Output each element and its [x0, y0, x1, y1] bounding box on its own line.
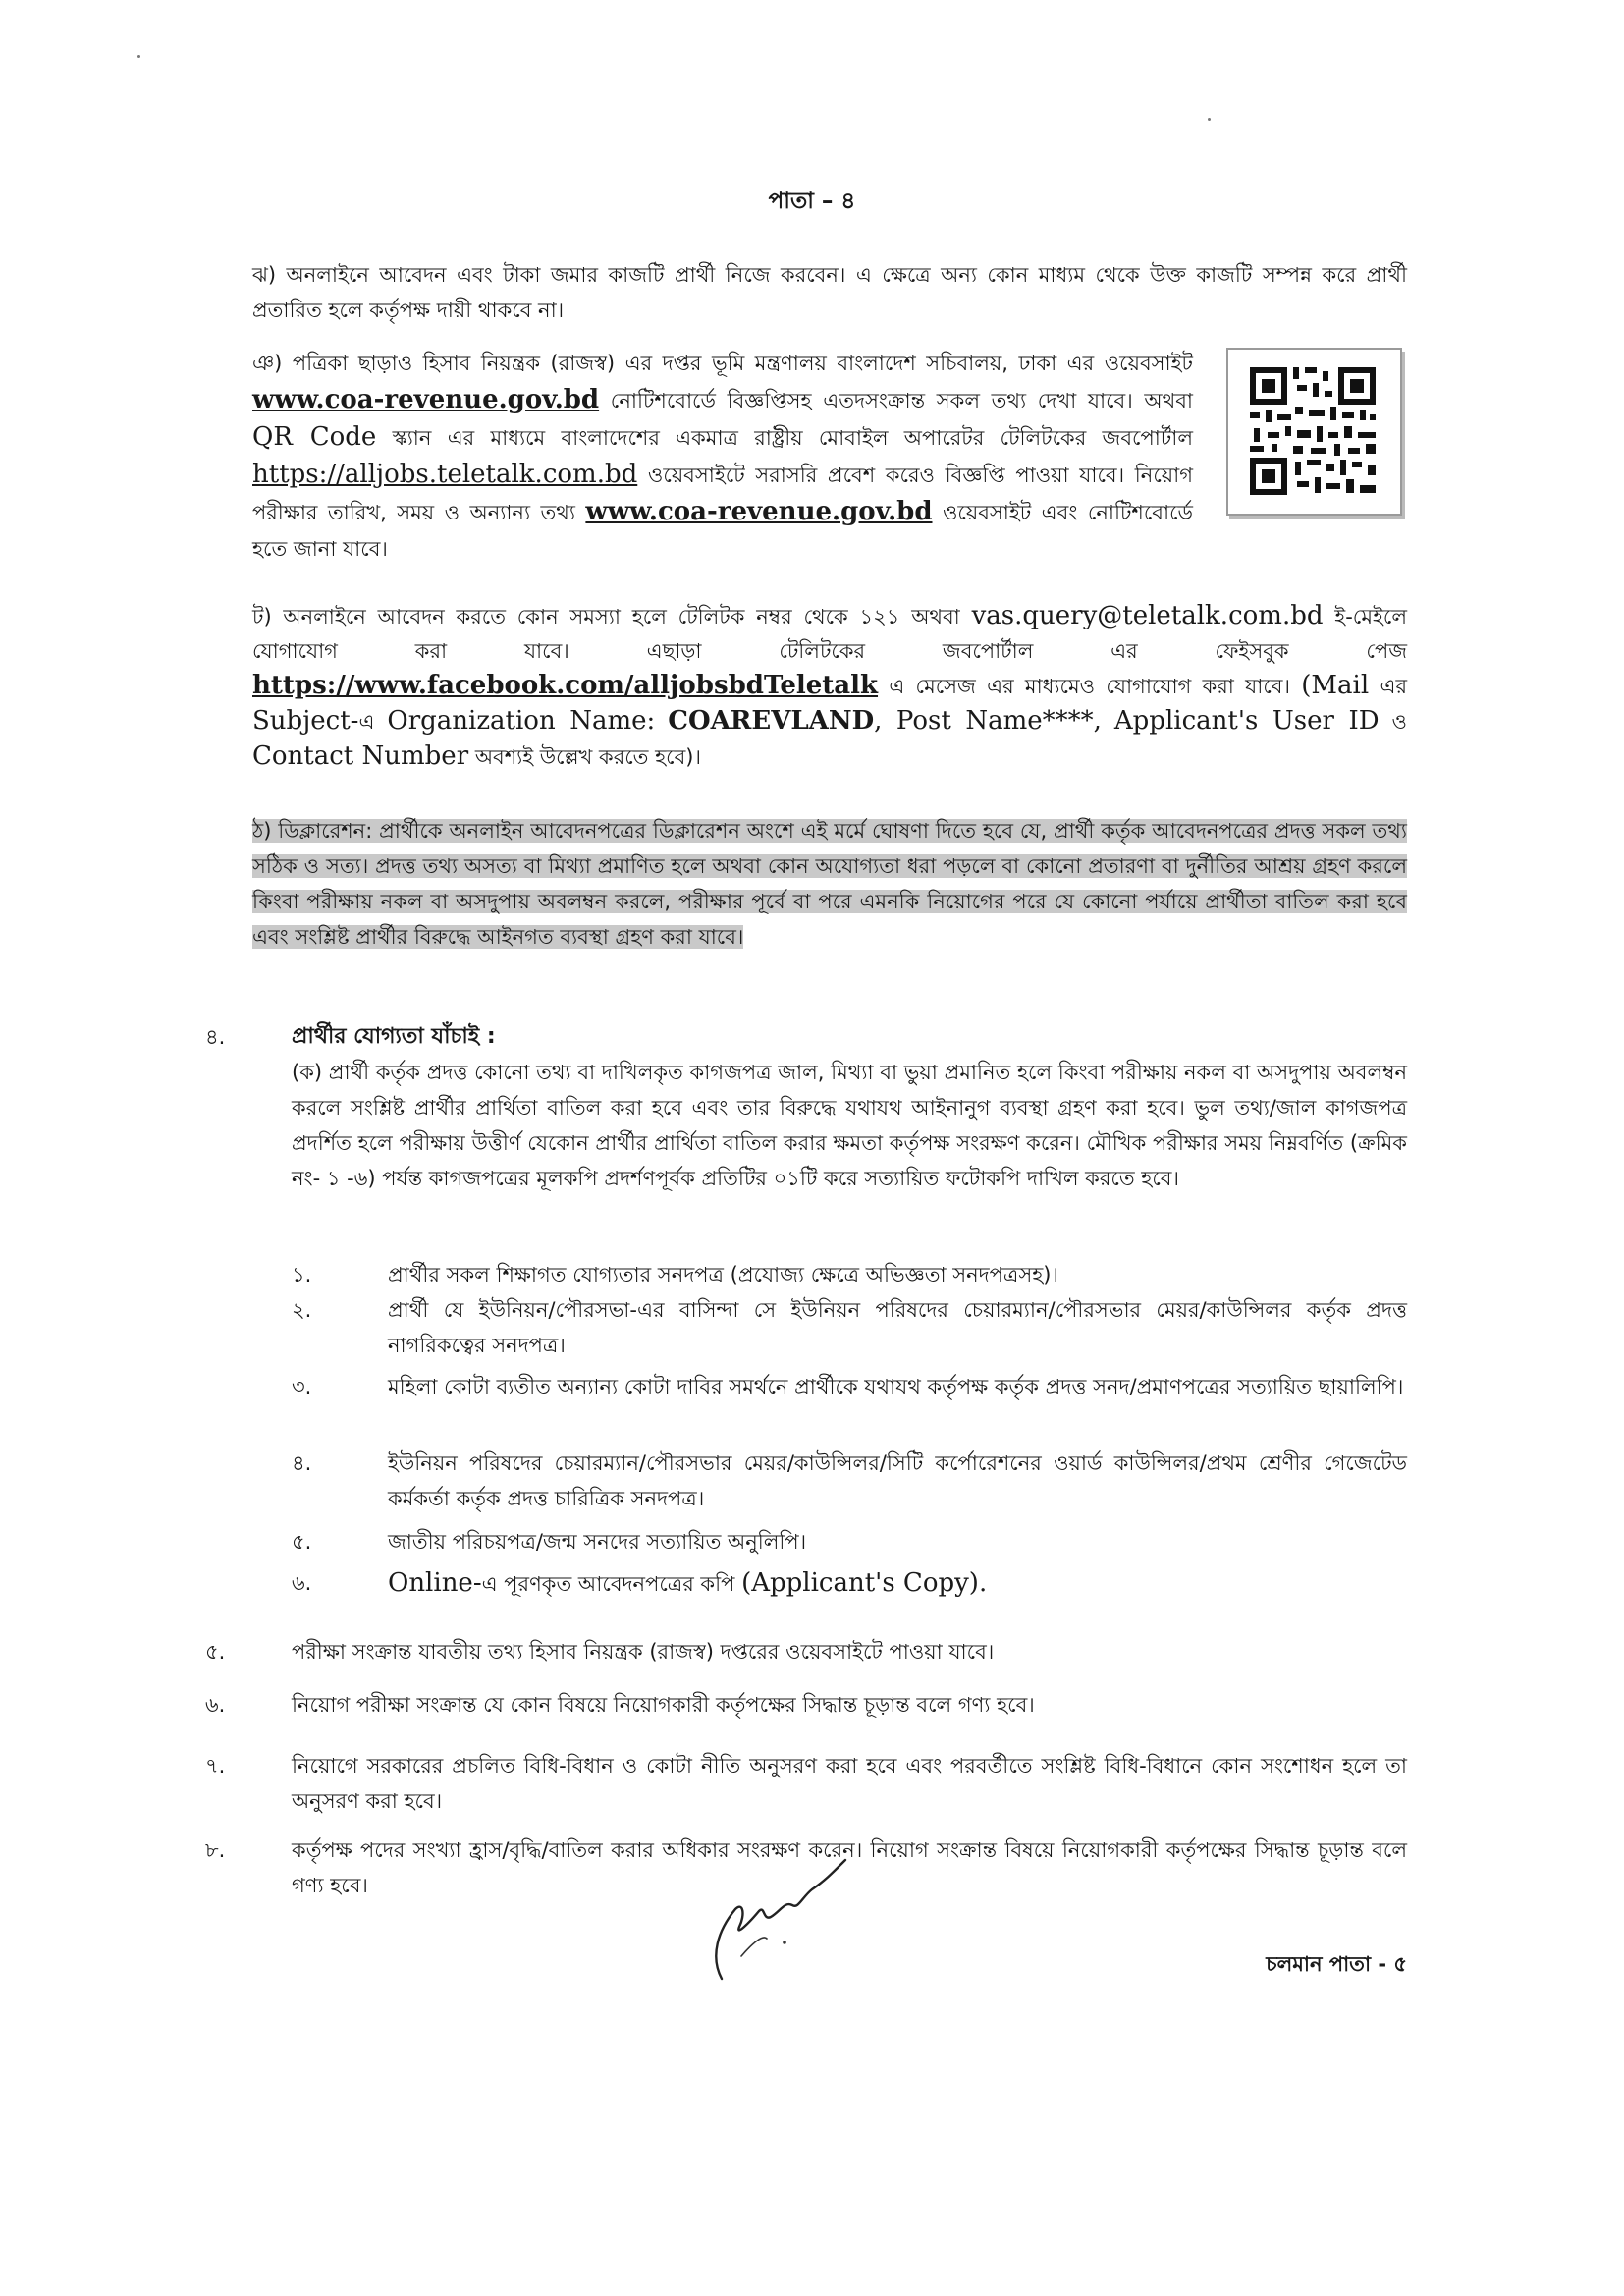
support-email[interactable]: vas.query@teletalk.com.bd: [971, 601, 1324, 630]
clause-ta-text-1: ট) অনলাইনে আবেদন করতে কোন সমস্যা হলে টেলিটক নম্বর থেকে ১২১ অথবা: [252, 605, 960, 629]
list-item-number: ৬.: [292, 1571, 312, 1595]
list-item-number: ৩.: [292, 1375, 312, 1398]
clause-jha-text: ঝ) অনলাইনে আবেদন এবং টাকা জমার কাজটি প্রার্থী নিজে করবেন। এ ক্ষেত্রে অন্য কোন মাধ্যম থেকে উক্ত কাজটি সম্পন্ন করে প্রার্থী প্রতারিত হলে কর্তৃপক্ষ দায়ী থাকবে না।: [252, 263, 1407, 322]
mail-note-8: ও: [1391, 710, 1407, 734]
mail-note-2: এর: [1380, 675, 1407, 698]
mail-note-3: Subject-: [252, 706, 359, 736]
qr-code-icon: [1228, 350, 1400, 514]
scan-speck: [1208, 118, 1211, 121]
list-item-text: [388, 1565, 1407, 1602]
clause-nio-text-1: ঞ) পত্রিকা ছাড়াও হিসাব নিয়ন্ত্রক (রাজস্ব) এর দপ্তর ভূমি মন্ত্রণালয় বাংলাদেশ সচিবালয়, ঢাকা এর ওয়েবসাইট: [252, 352, 1193, 375]
clause-nio-text-4: ওয়েবসাইটে সরাসরি প্রবেশ করেও বিজ্ঞপ্তি পাওয়া যাবে। নিয়োগ পরীক্ষার তারিখ, সময় ও অন্যান্য তথ্য: [252, 464, 1193, 524]
applicant-copy-text: এ পূরণকৃত আবেদনপত্রের কপি: [481, 1572, 735, 1596]
section-8-number: ৮.: [205, 1838, 226, 1862]
declaration-text: ঠ) ডিক্লারেশন: প্রার্থীকে অনলাইন আবেদনপত্রের ডিক্লারেশন অংশে এই মর্মে ঘোষণা দিতে হবে যে, প্রার্থী কর্তৃক আবেদনপত্রের প্রদত্ত সকল তথ্য সঠিক ও সত্য। প্রদত্ত তথ্য অসত্য বা মিথ্যা প্রমাণিত হলে অথবা কোন অযোগ্যতা ধরা পড়লে বা কোনো প্রতারণা বা দুর্নীতির আশ্রয় গ্রহণ করলে কিংবা পরীক্ষায় নকল বা অসদুপায় অবলম্বন করলে, পরীক্ষার পূর্বে বা পরে এমনকি নিয়োগের পরে যে কোনো পর্যায়ে প্রার্থীতা বাতিল করা হবে এবং সংশ্লিষ্ট প্রার্থীর বিরুদ্ধে আইনগত ব্যবস্থা গ্রহণ করা যাবে।: [252, 819, 1407, 949]
mail-note-6: , Post Name****,: [874, 706, 1102, 736]
applicant-copy-label: (Applicant's Copy).: [741, 1568, 988, 1598]
mail-note-5: Organization Name:: [387, 706, 656, 736]
signature: [702, 1846, 869, 1984]
list-item-number: ১.: [292, 1263, 312, 1286]
mail-note-7: Applicant's User ID: [1113, 706, 1380, 736]
list-item-text: প্রার্থী যে ইউনিয়ন/পৌরসভা-এর বাসিন্দা সে ইউনিয়ন পরিষদের চেয়ারম্যান/পৌরসভার মেয়র/কাউন্সিলর কর্তৃক প্রদত্ত নাগরিকত্বের সনদপত্র।: [388, 1298, 1407, 1357]
section-7-number: ৭.: [205, 1754, 226, 1777]
list-item-text: প্রার্থীর সকল শিক্ষাগত যোগ্যতার সনদপত্র (প্রযোজ্য ক্ষেত্রে অভিজ্ঞতা সনদপত্রসহ)।: [388, 1263, 1058, 1286]
section-6-text: নিয়োগ পরীক্ষা সংক্রান্ত যে কোন বিষয়ে নিয়োগকারী কর্তৃপক্ষের সিদ্ধান্ত চূড়ান্ত বলে গণ্য হবে।: [292, 1693, 1035, 1717]
list-item-text: জাতীয় পরিচয়পত্র/জন্ম সনদের সত্যায়িত অনুলিপি।: [388, 1530, 807, 1554]
clause-ta: [252, 599, 1407, 775]
list-item-text: মহিলা কোটা ব্যতীত অন্যান্য কোটা দাবির সমর্থনে প্রার্থীকে যথাযথ কর্তৃপক্ষ কর্তৃক প্রদত্ত সনদ/প্রমাণপত্রের সত্যায়িত ছায়ালিপি।: [388, 1375, 1404, 1398]
coa-revenue-link-2[interactable]: www.coa-revenue.gov.bd: [585, 497, 933, 526]
organization-name: COAREVLAND: [668, 706, 875, 736]
list-item-text: ইউনিয়ন পরিষদের চেয়ারম্যান/পৌরসভার মেয়র/কাউন্সিলর/সিটি কর্পোরেশনের ওয়ার্ড কাউন্সিলর/প্রথম শ্রেণীর গেজেটেড কর্মকর্তা কর্তৃক প্রদত্ত চারিত্রিক সনদপত্র।: [388, 1451, 1407, 1510]
clause-nio-text-3: স্ক্যান এর মাধ্যমে বাংলাদেশের একমাত্র রাষ্ট্রীয় মোবাইল অপারেটর টেলিটকের জবপোর্টাল: [392, 426, 1193, 450]
section-4-title: প্রার্থীর যোগ্যতা যাঁচাই :: [292, 1024, 496, 1049]
section-7-text: নিয়োগে সরকারের প্রচলিত বিধি-বিধান ও কোটা নীতি অনুসরণ করা হবে এবং পরবর্তীতে সংশ্লিষ্ট বিধি-বিধানে কোন সংশোধন হলে তা অনুসরণ করা হবে।: [292, 1754, 1407, 1813]
qr-code-label: QR Code: [252, 422, 377, 452]
clause-jha: [252, 257, 1407, 328]
clause-nio-text-2: নোটিশবোর্ডে বিজ্ঞপ্তিসহ এতদসংক্রান্ত সকল তথ্য দেখা যাবে। অথবা: [610, 389, 1193, 412]
facebook-page-link[interactable]: https://www.facebook.com/alljobsbdTeletalk: [252, 671, 879, 700]
continued-page-note: চলমান পাতা - ৫: [1266, 1952, 1407, 1976]
section-4-intro: (ক) প্রার্থী কর্তৃক প্রদত্ত কোনো তথ্য বা দাখিলকৃত কাগজপত্র জাল, মিথ্যা বা ভুয়া প্রমানিত হলে কিংবা পরীক্ষায় নকল বা অসদুপায় অবলম্বন করলে সংশ্লিষ্ট প্রার্থীর প্রার্থিতা বাতিল করা হবে এবং তার বিরুদ্ধে যথাযথ আইনানুগ ব্যবস্থা গ্রহণ করা হবে। ভুল তথ্য/জাল কাগজপত্র প্রদর্শিত হলে পরীক্ষায় উত্তীর্ণ যেকোন প্রার্থীর প্রার্থিতা বাতিল করার ক্ষমতা কর্তৃপক্ষ সংরক্ষণ করেন। মৌখিক পরীক্ষার সময় নিম্নবর্ণিত (ক্রমিক নং- ১ -৬) পর্যন্ত কাগজপত্রের মূলকপি প্রদর্শণপূর্বক প্রতিটির ০১টি করে সত্যায়িত ফটোকপি দাখিল করতে হবে।: [292, 1061, 1407, 1190]
mail-note-9: Contact Number: [252, 741, 469, 771]
qr-code-box: [1226, 348, 1402, 516]
mail-note-4: এ: [358, 710, 375, 734]
section-8-text: কর্তৃপক্ষ পদের সংখ্যা হ্রাস/বৃদ্ধি/বাতিল করার অধিকার সংরক্ষণ করেন। নিয়োগ সংক্রান্ত বিষয়ে নিয়োগকারী কর্তৃপক্ষের সিদ্ধান্ত চূড়ান্ত বলে গণ্য হবে।: [292, 1838, 1407, 1897]
clause-ta-text-3: এ মেসেজ এর মাধ্যমেও যোগাযোগ করা যাবে।: [889, 675, 1290, 698]
clause-nio-text-5: ওয়েবসাইট এবং নোটিশবোর্ডে হতে জানা যাবে।: [252, 501, 1193, 561]
clause-ta-text-2: ই-মেইলে যোগাযোগ করা যাবে। এছাড়া টেলিটকের জবপোর্টাল এর ফেইসবুক পেজ: [252, 605, 1407, 663]
page-number: পাতা – ৪: [768, 189, 856, 214]
section-4-number: ৪.: [205, 1025, 226, 1049]
section-5-text: পরীক্ষা সংক্রান্ত যাবতীয় তথ্য হিসাব নিয়ন্ত্রক (রাজস্ব) দপ্তরের ওয়েবসাইটে পাওয়া যাবে।: [292, 1640, 995, 1664]
section-5-number: ৫.: [205, 1640, 226, 1664]
list-item-number: ৫.: [292, 1530, 312, 1554]
mail-note-10: অবশ্যই উল্লেখ করতে হবে)।: [474, 745, 701, 769]
online-label: Online-: [388, 1568, 482, 1598]
clause-nio: [252, 346, 1193, 568]
coa-revenue-link[interactable]: www.coa-revenue.gov.bd: [252, 385, 600, 414]
list-item-number: ৪.: [292, 1451, 312, 1475]
clause-tha: [252, 813, 1407, 955]
mail-note-1: (Mail: [1301, 671, 1370, 700]
teletalk-jobs-link[interactable]: https://alljobs.teletalk.com.bd: [252, 460, 638, 489]
scan-speck: [137, 55, 140, 58]
list-item-number: ২.: [292, 1298, 312, 1322]
section-6-number: ৬.: [205, 1693, 226, 1717]
